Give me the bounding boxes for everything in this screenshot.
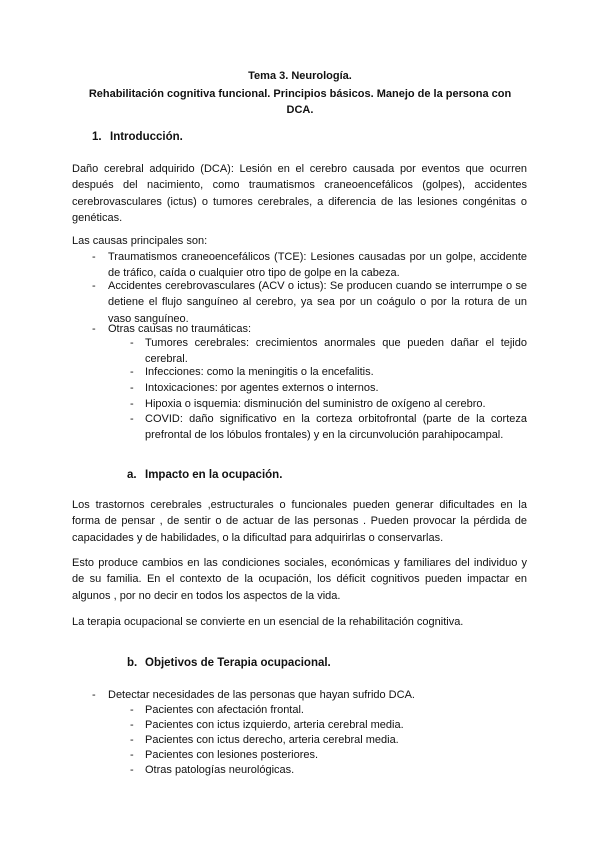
dash-bullet: - xyxy=(130,413,134,425)
section-a-heading xyxy=(127,469,282,481)
impact-paragraph: Esto produce cambios en las condiciones sociales, económicas y familiares del individuo y de su familia. En el contexto de la ocupación, los déficit cognitivos pueden impactar en algunos , por no decir en todos los aspectos de la vida. xyxy=(72,557,527,602)
patient-group-item xyxy=(130,717,527,733)
objective-item xyxy=(92,687,527,703)
patient-group-item xyxy=(130,732,527,748)
cause-item xyxy=(92,278,527,327)
section-a-title: Impacto en la ocupación. xyxy=(145,469,283,481)
other-cause-item xyxy=(130,335,527,368)
section-b-number: b. xyxy=(127,657,138,669)
dash-bullet: - xyxy=(92,251,96,263)
objective-text: Detectar necesidades de las personas que hayan sufrido DCA. xyxy=(108,689,415,701)
other-cause-text: COVID: daño significativo en la corteza orbitofrontal (parte de la corteza prefrontal de los lóbulos frontales) y en la circunvolución parahipocampal. xyxy=(145,413,527,442)
section-1-number: 1. xyxy=(92,131,102,143)
other-cause-item xyxy=(130,396,527,412)
patient-group-item xyxy=(130,747,527,763)
dash-bullet: - xyxy=(130,704,134,716)
other-cause-text: Intoxicaciones: por agentes externos o internos. xyxy=(145,382,379,394)
cause-item xyxy=(92,249,527,282)
cause-text: Traumatismos craneoencefálicos (TCE): Lesiones causadas por un golpe, accidente de tráfico, caída o cualquier otro tipo de golpe en la cabeza. xyxy=(108,251,527,280)
cause-text: Otras causas no traumáticas: xyxy=(108,323,252,335)
patient-group-text: Pacientes con ictus derecho, arteria cerebral media. xyxy=(145,734,399,746)
patient-group-text: Pacientes con ictus izquierdo, arteria cerebral media. xyxy=(145,719,404,731)
dash-bullet: - xyxy=(130,398,134,410)
other-cause-text: Infecciones: como la meningitis o la encefalitis. xyxy=(145,366,374,378)
section-1-heading xyxy=(92,131,183,143)
dash-bullet: - xyxy=(130,382,134,394)
dash-bullet: - xyxy=(130,366,134,378)
dash-bullet: - xyxy=(92,323,96,335)
patient-group-item xyxy=(130,702,527,718)
other-cause-item xyxy=(130,380,527,396)
cause-text: Accidentes cerebrovasculares (ACV o ictus): Se producen cuando se interrumpe o se detiene el flujo sanguíneo al cerebro, ya sea por un coágulo o por la rotura de un vaso sanguíneo. xyxy=(108,280,527,325)
dash-bullet: - xyxy=(92,689,96,701)
dca-definition: Daño cerebral adquirido (DCA): Lesión en el cerebro causada por eventos que ocurren después del nacimiento, como traumatismos craneoencefálicos (golpes), accidentes cerebrovasculares (ictus) o tumores cerebrales, a diferencia de las lesiones congénitas o genéticas. xyxy=(72,163,527,225)
topic-title: Tema 3. Neurología. xyxy=(248,70,352,82)
other-cause-text: Tumores cerebrales: crecimientos anormales que pueden dañar el tejido cerebral. xyxy=(145,337,527,366)
causes-intro: Las causas principales son: xyxy=(72,235,208,247)
dash-bullet: - xyxy=(130,749,134,761)
dash-bullet: - xyxy=(130,719,134,731)
impact-paragraph: La terapia ocupacional se convierte en un esencial de la rehabilitación cognitiva. xyxy=(72,616,464,628)
dash-bullet: - xyxy=(130,734,134,746)
section-a-number: a. xyxy=(127,469,137,481)
other-cause-text: Hipoxia o isquemia: disminución del suministro de oxígeno al cerebro. xyxy=(145,398,486,410)
patient-group-text: Otras patologías neurológicas. xyxy=(145,764,295,776)
other-cause-item xyxy=(130,364,527,380)
other-cause-item xyxy=(130,411,527,444)
dash-bullet: - xyxy=(130,764,134,776)
patient-group-text: Pacientes con afectación frontal. xyxy=(145,704,304,716)
patient-group-item xyxy=(130,762,527,778)
dash-bullet: - xyxy=(130,337,134,349)
section-b-title: Objetivos de Terapia ocupacional. xyxy=(145,657,331,669)
impact-paragraph: Los trastornos cerebrales ,estructurales o funcionales pueden generar dificultades en la forma de pensar , de sentir o de actuar de las personas . Pueden provocar la pérdida de capacidades y de habilidades, o la dificultad para adquirirlas o conservarlas. xyxy=(72,499,527,544)
patient-group-text: Pacientes con lesiones posteriores. xyxy=(145,749,319,761)
section-1-title: Introducción. xyxy=(110,131,183,143)
section-b-heading xyxy=(127,657,331,669)
dash-bullet: - xyxy=(92,280,96,292)
document-subtitle: Rehabilitación cognitiva funcional. Principios básicos. Manejo de la persona con DCA. xyxy=(88,88,512,116)
